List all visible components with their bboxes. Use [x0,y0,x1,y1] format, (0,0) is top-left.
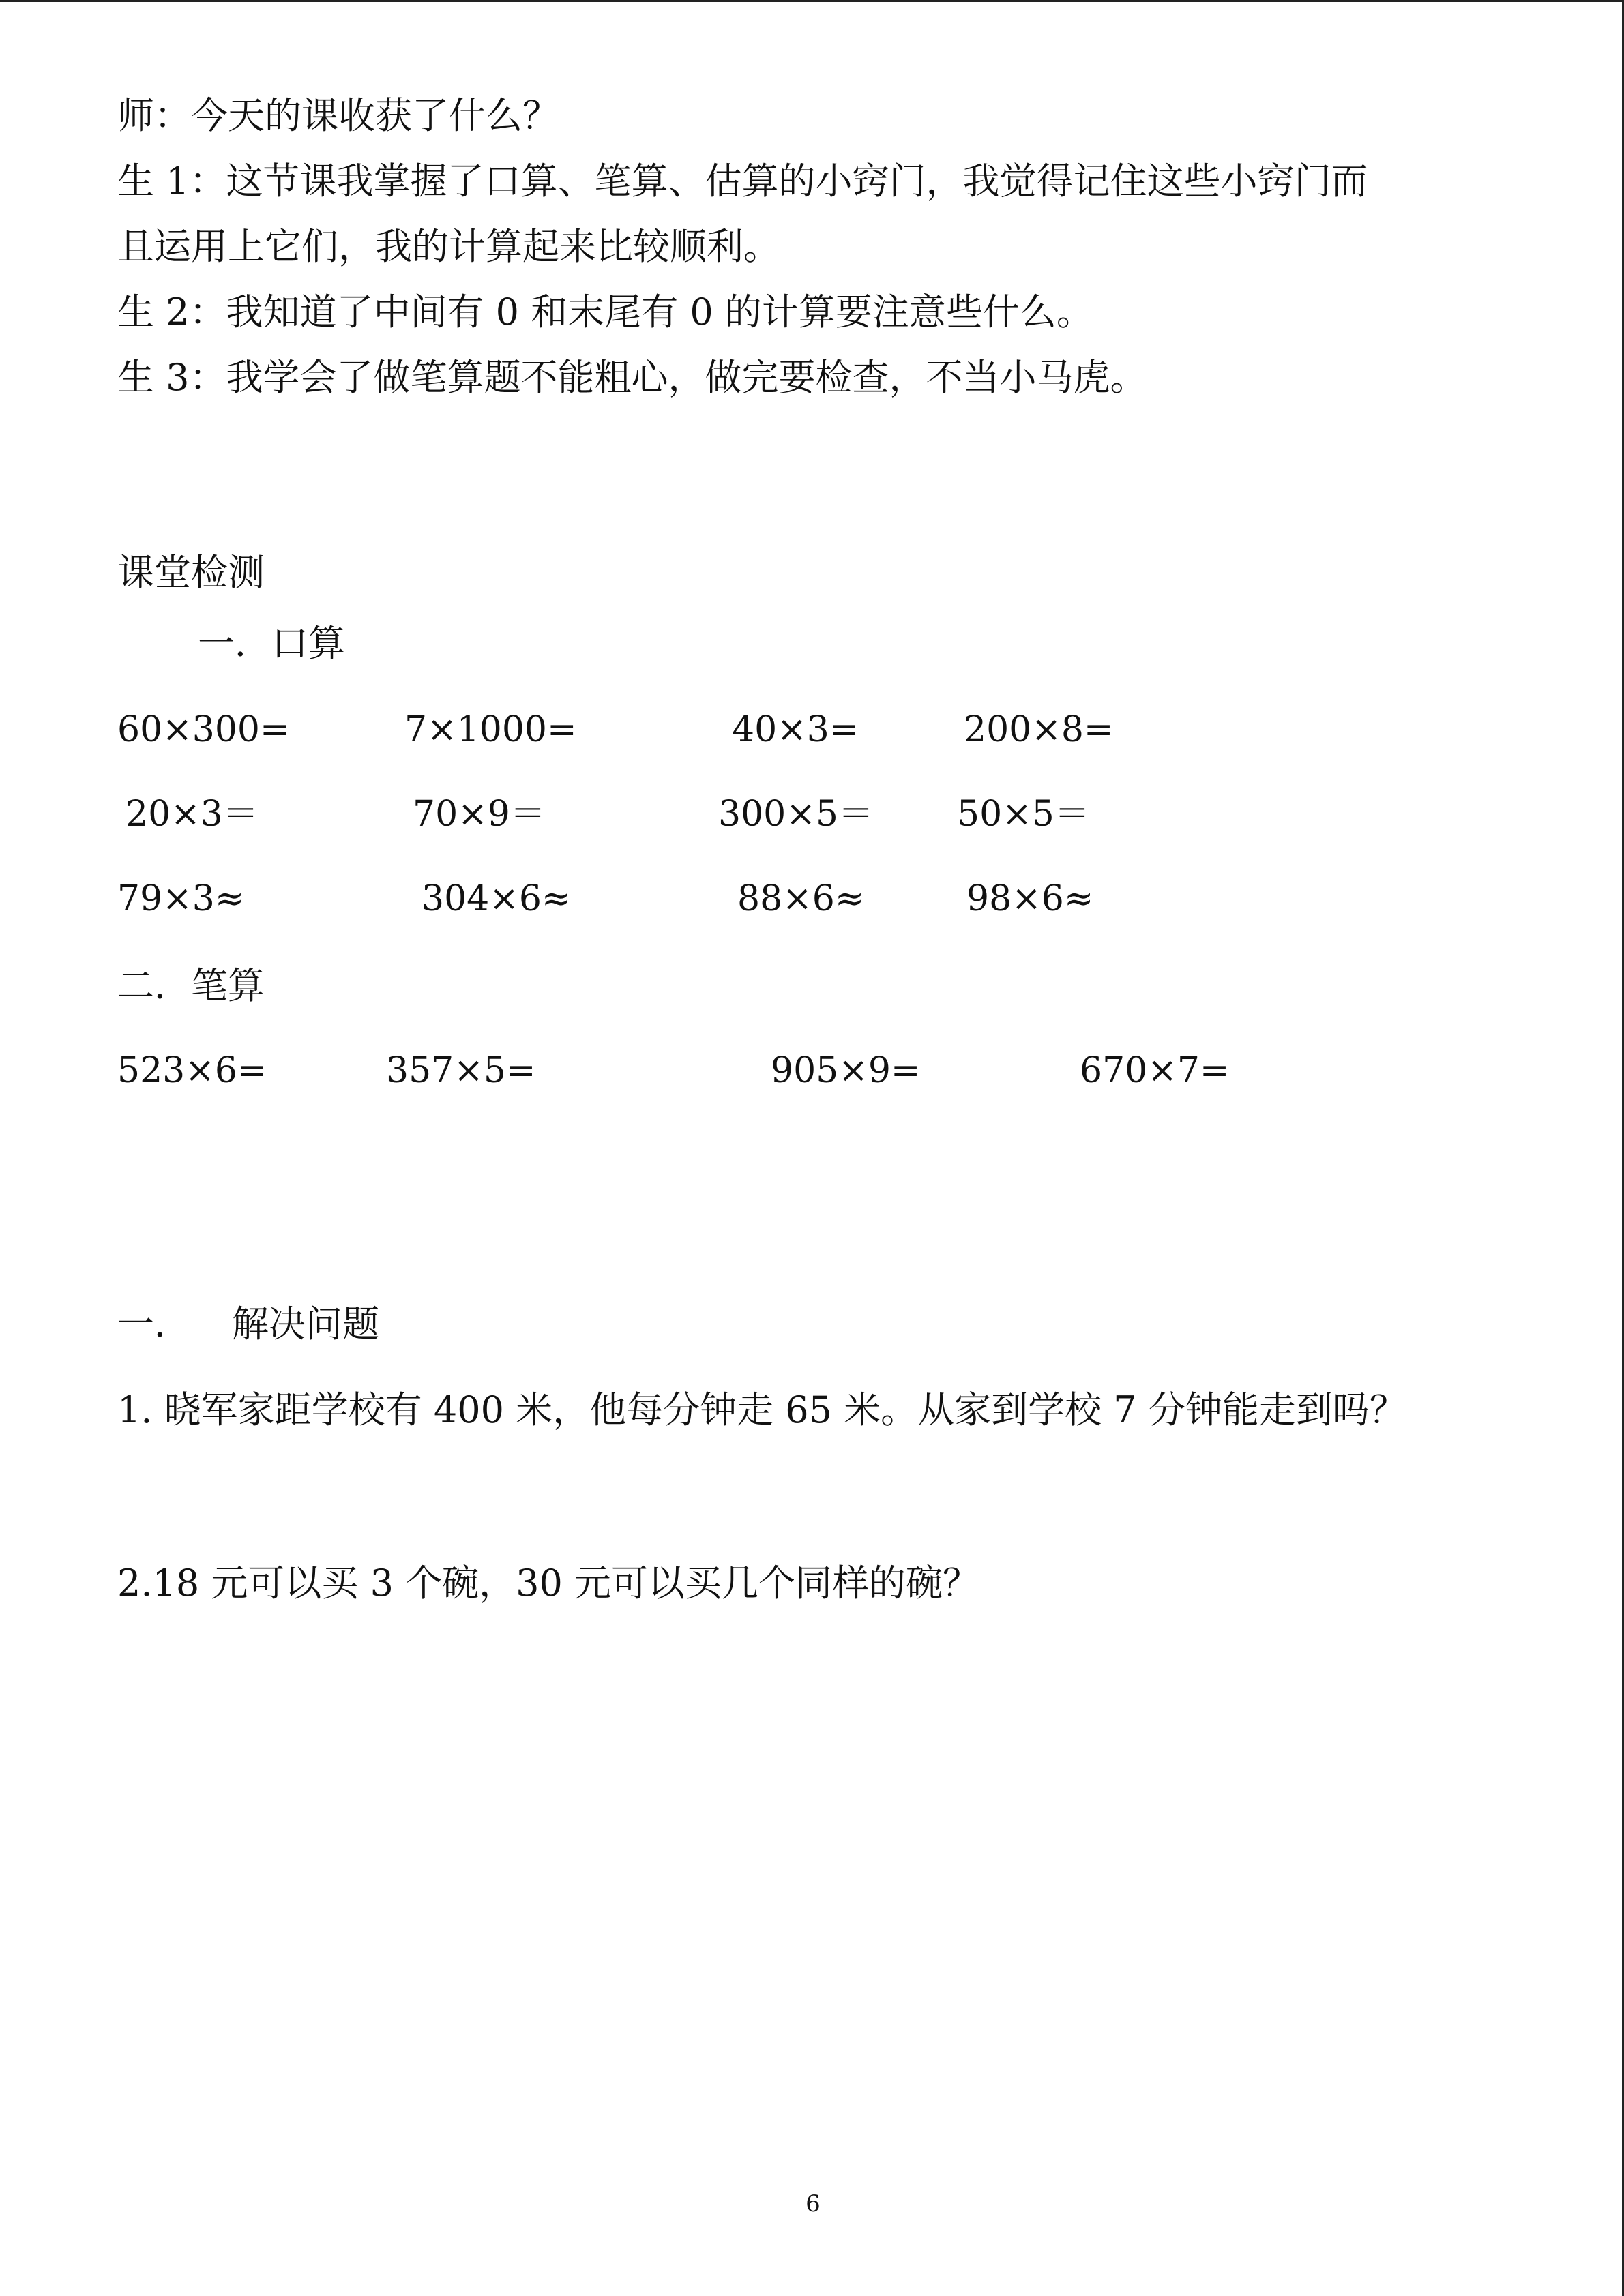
page-number: 6 [806,2190,821,2218]
oral-calc-heading: 一．口算 [198,622,345,665]
written-item: 905×9= [771,1050,921,1091]
teacher-question: 师：今天的课收获了什么？ [117,94,559,137]
word-problem-2: 2.18 元可以买 3 个碗，30 元可以买几个同样的碗？ [117,1562,979,1605]
oral-item: 60×300= [117,709,290,750]
estimate-item: 88×6≈ [737,878,865,919]
oral-item: 50×5＝ [957,794,1090,835]
estimate-item: 79×3≈ [117,878,245,919]
problem-section-heading: 解决问题 [232,1302,379,1345]
estimate-item: 304×6≈ [422,878,572,919]
oral-item: 200×8= [964,709,1114,750]
student1-answer-line1: 生 1：这节课我掌握了口算、笔算、估算的小窍门，我觉得记住这些小窍门而 [117,160,1368,203]
oral-item: 70×9＝ [413,794,546,835]
student1-answer-line2: 且运用上它们，我的计算起来比较顺利。 [117,225,780,268]
word-problem-1: 1. 晓军家距学校有 400 米，他每分钟走 65 米。从家到学校 7 分钟能走到吗？ [117,1388,1406,1431]
oral-item: 40×3= [732,709,859,750]
student2-answer: 生 2：我知道了中间有 0 和末尾有 0 的计算要注意些什么。 [117,290,1093,333]
written-calc-heading: 二．笔算 [117,964,265,1007]
written-item: 523×6= [117,1050,267,1091]
oral-item: 20×3＝ [126,794,259,835]
written-item: 357×5= [386,1050,536,1091]
student3-answer: 生 3：我学会了做笔算题不能粗心，做完要检查，不当小马虎。 [117,356,1147,399]
estimate-item: 98×6≈ [966,878,1094,919]
oral-item: 7×1000= [404,709,577,750]
oral-item: 300×5＝ [718,794,874,835]
section-heading-class-test: 课堂检测 [117,551,265,594]
top-border [0,0,1624,2]
problem-section-number: 一． [117,1302,191,1345]
written-item: 670×7= [1080,1050,1230,1091]
